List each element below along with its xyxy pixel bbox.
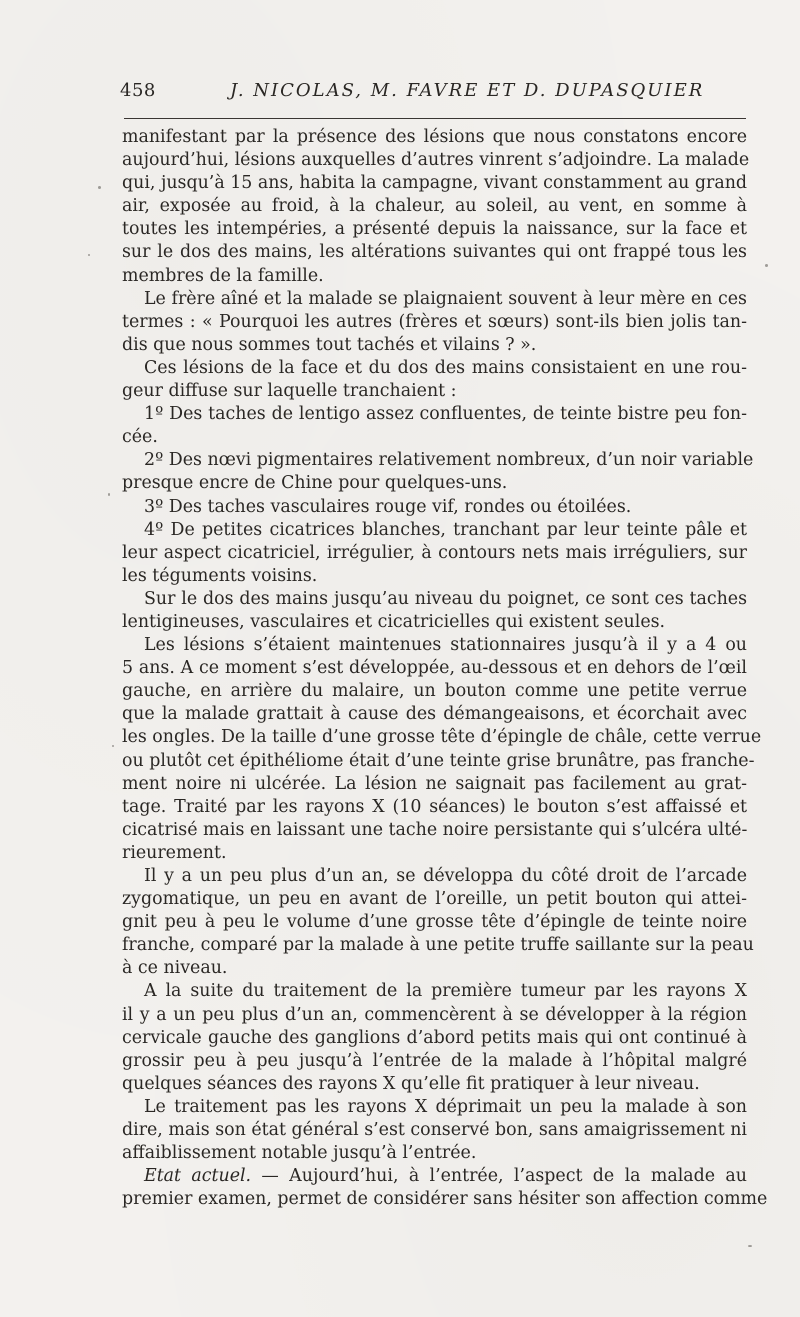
text-line: Ces lésions de la face et du dos des mains consistaient en une rou- [144,357,747,378]
text-line: affaiblissement notable jusqu’à l’entrée. [122,1143,477,1164]
text-line: sur le dos des mains, les altérations suivantes qui ont frappé tous les [122,242,747,263]
text-line: Le traitement pas les rayons X déprimait un peu la malade à son [144,1096,747,1117]
text-line: qui, jusqu’à 15 ans, habita la campagne, vivant constamment au grand [122,173,748,194]
body-text [122,126,768,1211]
scan-speck [112,745,114,747]
page-number: 458 [120,80,156,101]
page-header [120,80,750,110]
text-line: geur diffuse sur laquelle tranchaient : [122,381,457,402]
scan-speck [88,254,90,256]
text-line: 5 ans. A ce moment s’est développée, au-dessous et en dehors de l’œil [122,658,747,679]
text-line: ment noire ni ulcérée. La lésion ne saignait pas facilement au grat- [122,773,747,794]
scan-speck [108,493,110,496]
text-fragment: — Aujourd’hui, à l’entrée, l’aspect de la malade au [251,1166,747,1187]
text-line: lentigineuses, vasculaires et cicatricielles qui existent seules. [122,611,666,632]
text-line: Les lésions s’étaient maintenues stationnaires jusqu’à il y a 4 ou [144,635,747,656]
text-line: air, exposée au froid, à la chaleur, au soleil, au vent, en somme à [122,196,747,217]
text-line: toutes les intempéries, a présenté depuis la naissance, sur la face et [122,219,747,240]
text-line: cicatrisé mais en laissant une tache noire persistante qui s’ulcéra ulté- [122,819,748,840]
text-line: rieurement. [122,842,227,863]
text-line: leur aspect cicatriciel, irrégulier, à contours nets mais irréguliers, sur [122,542,747,563]
text-line: grossir peu à peu jusqu’à l’entrée de la malade à l’hôpital malgré [122,1050,747,1071]
text-line: presque encre de Chine pour quelques-uns. [122,473,508,494]
scan-speck [98,186,101,189]
text-line: dire, mais son état général s’est conservé bon, sans amaigrissement ni [122,1120,747,1141]
text-line: aujourd’hui, lésions auxquelles d’autres vinrent s’adjoindre. La malade [122,150,750,171]
text-line: les téguments voisins. [122,565,318,586]
text-line: termes : « Pourquoi les autres (frères et sœurs) sont-ils bien jolis tan- [122,311,747,332]
text-line: cée. [122,427,158,448]
scan-speck [748,1245,752,1247]
text-line [122,1165,747,1188]
list-item-3: 3º Des taches vasculaires rouge vif, rondes ou étoilées. [144,496,632,517]
text-line: zygomatique, un peu en avant de l’oreille, un petit bouton qui attei- [122,889,747,910]
text-line: les ongles. De la taille d’une grosse tête d’épingle de châle, cette verrue [122,727,762,748]
text-line: premier examen, permet de considérer sans hésiter son affection comme [122,1189,768,1210]
scan-speck [765,264,768,267]
running-title: J. NICOLAS, M. FAVRE ET D. DUPASQUIER [230,80,705,101]
list-item-1: 1º Des taches de lentigo assez confluentes, de teinte bistre peu fon- [144,404,747,425]
text-line: que la malade grattait à cause des démangeaisons, et écorchait avec [122,704,747,725]
text-line: ou plutôt cet épithéliome était d’une teinte grise brunâtre, pas franche- [122,750,755,771]
text-line: à ce niveau. [122,958,228,979]
text-line: Il y a un peu plus d’un an, se développa du côté droit de l’arcade [144,866,747,886]
text-line: quelques séances des rayons X qu’elle fit pratiquer à leur niveau. [122,1073,700,1094]
text-line: tage. Traité par les rayons X (10 séances) le bouton s’est affaissé et [122,796,747,817]
text-line: cervicale gauche des ganglions d’abord petits mais qui ont continué à [122,1027,747,1048]
text-line: il y a un peu plus d’un an, commencèrent à se développer à la région [122,1004,747,1025]
list-item-4: 4º De petites cicatrices blanches, tranchant par leur teinte pâle et [144,519,747,540]
text-line: dis que nous sommes tout tachés et vilains ? ». [122,334,537,355]
text-line: Sur le dos des mains jusqu’au niveau du poignet, ce sont ces taches [144,588,747,609]
list-item-2: 2º Des nœvi pigmentaires relativement nombreux, d’un noir variable [144,450,754,471]
text-line: Le frère aîné et la malade se plaignaient souvent à leur mère en ces [144,288,747,309]
text-line: membres de la famille. [122,265,324,286]
text-line: A la suite du traitement de la première tumeur par les rayons X [144,981,747,1002]
text-line: gnit peu à peu le volume d’une grosse tête d’épingle de teinte noire [122,912,747,933]
header-rule [124,118,746,119]
text-line: gauche, en arrière du malaire, un bouton comme une petite verrue [122,681,747,702]
section-heading-etat-actuel: Etat actuel. [144,1166,252,1187]
text-line: franche, comparé par la malade à une petite truffe saillante sur la peau [122,935,754,956]
text-line: manifestant par la présence des lésions que nous constatons encore [122,127,747,147]
